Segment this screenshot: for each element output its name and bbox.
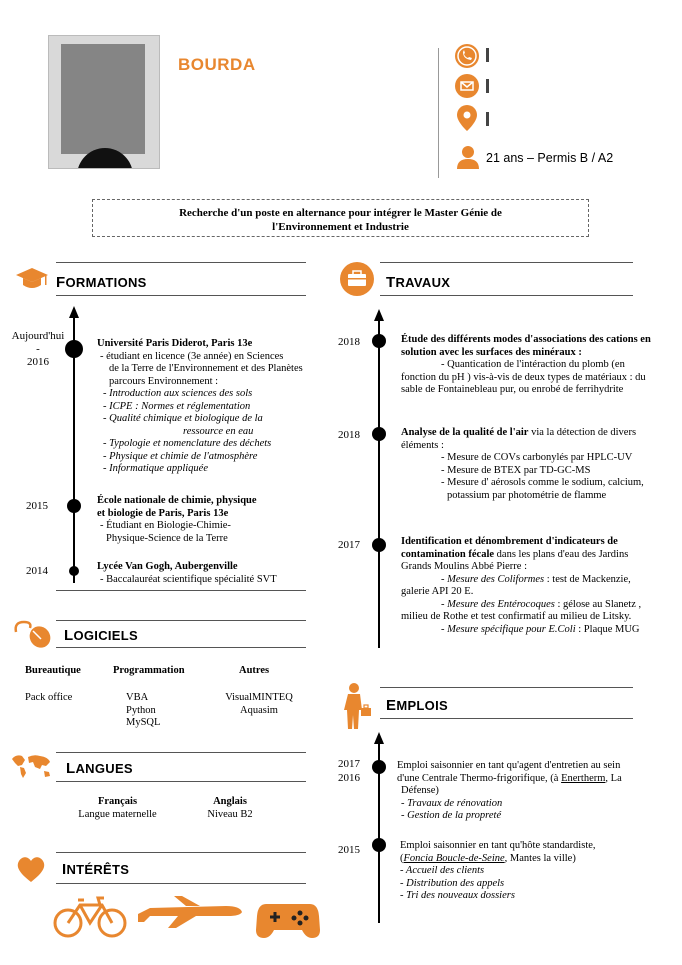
bicycle-icon — [52, 893, 128, 939]
emploi-year-2: 2015 — [338, 844, 360, 856]
emploi-1: Emploi saisonnier en tant qu'agent d'entretien au sein d'une Centrale Thermo-frigorifique, (à Enertherm, La Défense) - Travaux de rénovation - Gestion de la propreté — [397, 760, 622, 821]
emploi-years-1: 2017 2016 — [338, 758, 360, 784]
objective-line2: l'Environnement et Industrie — [272, 221, 409, 233]
computer-mouse-icon — [12, 618, 52, 650]
phone-icon — [455, 44, 479, 68]
section-title-travaux: TRAVAUX — [386, 274, 451, 291]
objective-box — [92, 199, 589, 237]
gamepad-icon — [256, 898, 320, 940]
formation-1: Université Paris Diderot, Paris 13e - étudiant en licence (3e année) en Sciences de la Terre de l'Environnement et des Planètes parcours Environnement : - Introduction aux sciences des sols - ICPE : Normes et réglementation - Qualité chimique et biologique de la ressource en eau - Typologie et nomenclature des déchets - Physique et chimie de l'atmosphère - Informatique appliquée — [97, 338, 303, 474]
formation-2: École nationale de chimie, physique et biologie de Paris, Paris 13e - Étudiant en Biologie-Chimie- Physique-Science de la Terre — [97, 495, 257, 544]
section-title-logiciels: LOGICIELS — [64, 627, 138, 644]
formation-year-3: 2014 — [26, 565, 48, 577]
travail-1: Étude des différents modes d'associations des cations en solution avec les surfaces des minéraux : - Quantication de l'intéraction du plomb (en fonction du pH ) vis-à-vis de deux types de matériaux : du sable de Fontainebleau pur, ou enrobé de ferrihydrite — [401, 334, 651, 395]
world-map-icon — [10, 753, 52, 779]
software-header-programming: Programmation — [113, 665, 185, 676]
mail-icon — [455, 74, 479, 98]
worker-icon — [342, 683, 372, 729]
software-programming: VBA Python MySQL — [126, 692, 161, 728]
travail-3: Identification et dénombrement d'indicateurs de contamination fécale dans les plans d'eau des Jardins Grands Moulins Abbé Pierre : - Mesure des Coliformes : test de Mackenzie, galerie API 20 E. - Mesure des Entérocoques : gélose au Slanetz , milieu de Rothe et test confirmatif au milieu de Litsky. - Mesure spécifique pour E.Coli : Plaque MUG — [401, 536, 642, 635]
section-title-interets: INTÉRÊTS — [62, 861, 130, 878]
briefcase-icon — [340, 262, 374, 296]
age-license: 21 ans – Permis B / A2 — [486, 151, 614, 165]
section-title-langues: LANGUES — [66, 760, 133, 777]
travail-year-2: 2018 — [338, 429, 360, 441]
heart-icon — [16, 855, 46, 883]
header-divider — [438, 48, 439, 178]
graduation-cap-icon — [14, 265, 50, 293]
software-header-other: Autres — [239, 665, 270, 676]
objective-line1: Recherche d'un poste en alternance pour intégrer le Master Génie de — [179, 207, 502, 219]
location-icon — [455, 104, 479, 132]
person-icon — [455, 145, 481, 169]
software-office: Pack office — [25, 692, 73, 703]
formation-year-2: 2015 — [26, 500, 48, 512]
language-french: Français Langue maternelle — [78, 796, 157, 820]
candidate-name: BOURDA — [178, 55, 256, 74]
software-other: VisualMINTEQ Aquasim — [225, 692, 293, 716]
profile-photo — [48, 35, 160, 169]
travail-year-3: 2017 — [338, 539, 360, 551]
travail-year-1: 2018 — [338, 336, 360, 348]
airplane-icon — [136, 894, 244, 930]
formation-year-1: Aujourd'hui - 2016 — [11, 330, 65, 368]
section-title-emplois: EMPLOIS — [386, 697, 448, 714]
travaux-timeline — [378, 320, 380, 648]
travail-2: Analyse de la qualité de l'air via la détection de divers éléments : - Mesure de COVs carbonylés par HPLC-UV - Mesure de BTEX par TD-GC-MS - Mesure d' aérosols comme le sodium, calcium, potassium par photométrie de flamme — [401, 427, 644, 501]
language-english: Anglais Niveau B2 — [207, 796, 253, 820]
section-title-formations: FORMATIONS — [56, 274, 147, 291]
formation-3: Lycée Van Gogh, Aubergenville - Baccalauréat scientifique spécialité SVT — [97, 561, 277, 585]
emploi-2: Emploi saisonnier en tant qu'hôte standardiste, (Foncia Boucle-de-Seine, Mantes la ville) - Accueil des clients - Distribution des appels - Tri des nouveaux dossiers — [400, 840, 596, 901]
software-header-office: Bureautique — [25, 665, 81, 676]
